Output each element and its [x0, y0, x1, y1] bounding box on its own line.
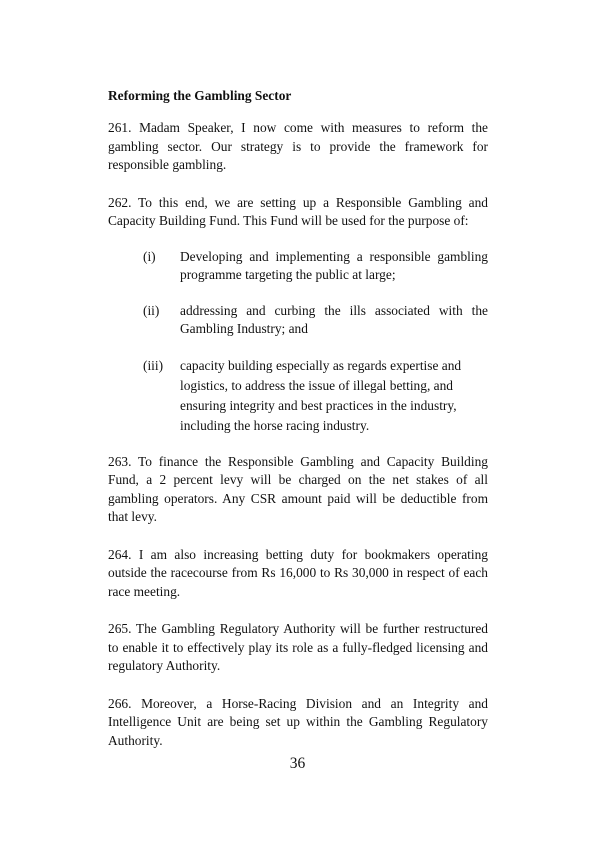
list-marker: (ii)	[143, 302, 160, 318]
list-item-text: capacity building especially as regards expertise and logistics, to address the issue of illegal betting, and ensuring integrity and best practices in the industry, including the horse racing industry.	[180, 357, 462, 433]
page-content	[108, 86, 488, 769]
list-marker: (i)	[143, 248, 156, 264]
paragraph-263: 263. To finance the Responsible Gambling and Capacity Building Fund, a 2 percent levy will be charged on the net stakes of all gambling operators. Any CSR amount paid will be deductible from that levy.	[108, 453, 488, 524]
paragraph-265: 265. The Gambling Regulatory Authority will be further restructured to enable it to effectively play its role as a fully-fledged licensing and regulatory Authority.	[108, 621, 488, 673]
list-item	[108, 302, 488, 339]
purpose-list	[108, 248, 488, 436]
section-heading: Reforming the Gambling Sector	[108, 88, 292, 103]
list-item-text: Developing and implementing a responsible gambling programme targeting the public at large;	[180, 248, 488, 282]
paragraph-262: 262. To this end, we are setting up a Responsible Gambling and Capacity Building Fund. This Fund will be used for the purpose of:	[108, 194, 488, 228]
list-item	[108, 356, 488, 436]
paragraph-261: 261. Madam Speaker, I now come with measures to reform the gambling sector. Our strategy is to provide the framework for responsible gambling.	[108, 120, 488, 172]
list-marker: (iii)	[143, 357, 164, 373]
list-item-text: addressing and curbing the ills associated with the Gambling Industry; and	[180, 302, 488, 336]
paragraph-266: 266. Moreover, a Horse-Racing Division and an Integrity and Intelligence Unit are being set up within the Gambling Regulatory Authority.	[108, 695, 488, 748]
list-item	[108, 248, 488, 285]
paragraph-264: 264. I am also increasing betting duty for bookmakers operating outside the racecourse from Rs 16,000 to Rs 30,000 in respect of each race meeting.	[108, 546, 488, 599]
page-number: 36	[289, 755, 306, 772]
